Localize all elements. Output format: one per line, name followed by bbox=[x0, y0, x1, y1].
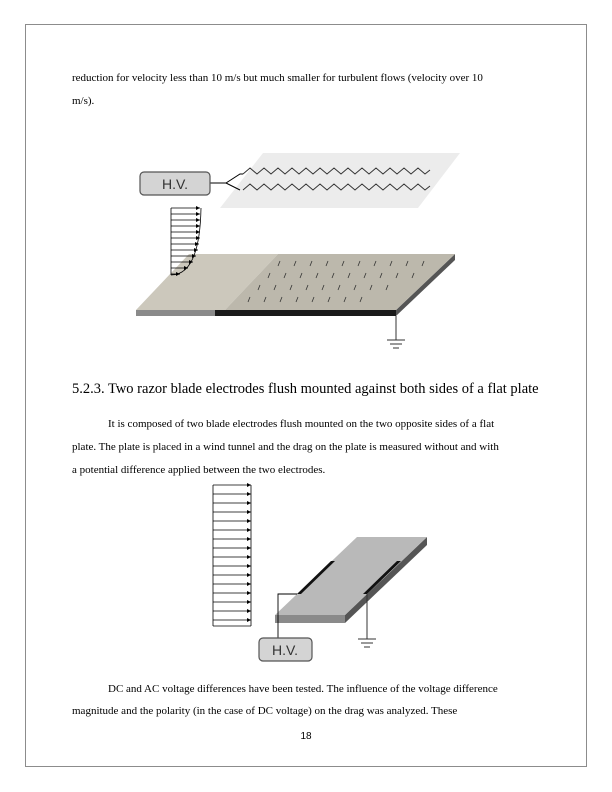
paragraph1-line-3: a potential difference applied between the two electrodes. bbox=[72, 464, 326, 476]
page-number: 18 bbox=[300, 731, 312, 742]
plate-dark-edge bbox=[215, 310, 396, 316]
intro-line-2: m/s). bbox=[72, 95, 95, 107]
upper-electrode-sheet bbox=[220, 153, 460, 208]
figure-razor-blade-plate bbox=[205, 480, 445, 670]
ground-symbol bbox=[387, 316, 405, 348]
paragraph2-line-1: DC and AC voltage differences have been tested. The influence of the voltage difference bbox=[108, 683, 498, 695]
hv-label: H.V. bbox=[162, 176, 188, 192]
intro-line-1: reduction for velocity less than 10 m/s but much smaller for turbulent flows (velocity over 10 bbox=[72, 72, 483, 84]
section-heading: 5.2.3. Two razor blade electrodes flush mounted against both sides of a flat plate bbox=[72, 381, 539, 397]
uniform-velocity-profile bbox=[213, 485, 251, 626]
figure-plasma-plate bbox=[128, 150, 468, 360]
plate-top bbox=[275, 537, 427, 615]
paragraph1-line-1: It is composed of two blade electrodes flush mounted on the two opposite sides of a flat bbox=[108, 418, 495, 430]
hv-connector bbox=[210, 174, 243, 183]
paragraph2-line-2: magnitude and the polarity (in the case of DC voltage) on the drag was analyzed. These bbox=[72, 705, 458, 717]
paragraph1-line-2: plate. The plate is placed in a wind tunnel and the drag on the plate is measured without and with bbox=[72, 441, 499, 453]
plate-edge bbox=[136, 310, 215, 316]
plate-front bbox=[275, 615, 345, 623]
hv-label: H.V. bbox=[272, 642, 298, 658]
